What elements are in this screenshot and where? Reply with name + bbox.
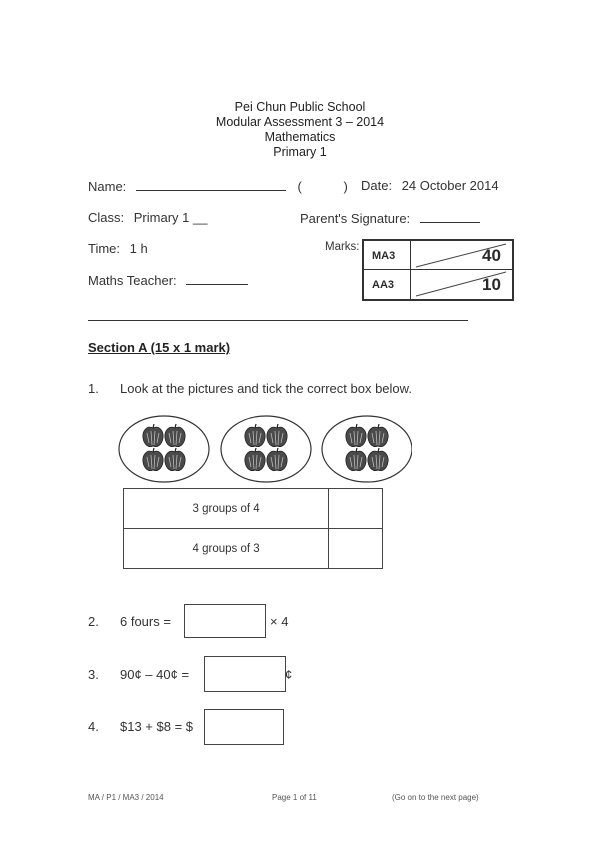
page-header: [0, 100, 600, 160]
paren-open: (: [297, 179, 302, 194]
footer-code: MA / P1 / MA3 / 2014: [88, 793, 164, 802]
time-label: Time:: [88, 241, 121, 256]
date-value: 24 October 2014: [401, 178, 499, 193]
q1-option-2-tickbox[interactable]: [329, 529, 383, 569]
parent-signature-row: [300, 210, 480, 226]
paren-close: ): [343, 179, 348, 194]
q1-number: 1.: [88, 381, 99, 396]
name-row: [88, 178, 348, 194]
level-title: Primary 1: [273, 145, 327, 159]
assessment-title: Modular Assessment 3 – 2014: [215, 115, 385, 129]
q4-number: 4.: [88, 719, 99, 734]
q1-option-1-label: 3 groups of 4: [124, 489, 329, 529]
marks-total-ma3: 40: [482, 246, 501, 265]
q3-number: 3.: [88, 667, 99, 682]
section-title: Section A (15 x 1 mark): [88, 340, 231, 355]
q2-answer-box[interactable]: [184, 604, 266, 638]
maths-teacher-blank[interactable]: [186, 272, 248, 285]
date-row: [361, 178, 499, 193]
q2-suffix: × 4: [270, 614, 289, 629]
name-blank[interactable]: [136, 178, 286, 191]
q3-answer-box[interactable]: [204, 656, 286, 692]
q1-option-row: [124, 489, 383, 529]
apple-groups: [112, 412, 412, 487]
marks-total-aa3: 10: [482, 275, 501, 294]
footer-next-page: (Go on to the next page): [392, 793, 479, 802]
parent-signature-label: Parent's Signature:: [300, 211, 411, 226]
q1-option-1-tickbox[interactable]: [329, 489, 383, 529]
marks-code-ma3: MA3: [372, 250, 396, 262]
date-label: Date:: [361, 178, 393, 193]
class-label: Class:: [88, 210, 125, 225]
marks-label: Marks:: [325, 241, 360, 253]
maths-teacher-row: [88, 272, 248, 288]
parent-signature-blank[interactable]: [420, 210, 480, 223]
time-value: 1 h: [129, 241, 148, 256]
q3-prefix: 90¢ – 40¢ =: [120, 667, 190, 682]
class-value: Primary 1 __: [133, 210, 208, 225]
q2-prefix: 6 fours =: [120, 614, 171, 629]
group-ellipse-3: [322, 416, 412, 482]
q4-answer-box[interactable]: [204, 709, 284, 745]
marks-code-aa3: AA3: [372, 279, 395, 291]
group-ellipse-1: [119, 416, 209, 482]
q1-option-2-label: 4 groups of 3: [124, 529, 329, 569]
q1-options-table: [123, 488, 383, 569]
school-name: Pei Chun Public School: [234, 100, 366, 114]
q1-option-row: [124, 529, 383, 569]
q3-suffix: ¢: [285, 667, 293, 682]
q4-prefix: $13 + $8 = $: [120, 719, 194, 734]
footer-page-number: Page 1 of 11: [272, 793, 317, 802]
name-label: Name:: [88, 179, 127, 194]
class-row: [88, 210, 207, 225]
time-row: [88, 241, 148, 256]
subject-title: Mathematics: [264, 130, 336, 144]
maths-teacher-label: Maths Teacher:: [88, 273, 177, 288]
marks-table: [362, 239, 514, 301]
q1-text: Look at the pictures and tick the correct box below.: [120, 381, 412, 396]
group-ellipse-2: [221, 416, 311, 482]
q2-number: 2.: [88, 614, 99, 629]
header-divider: [88, 320, 468, 321]
